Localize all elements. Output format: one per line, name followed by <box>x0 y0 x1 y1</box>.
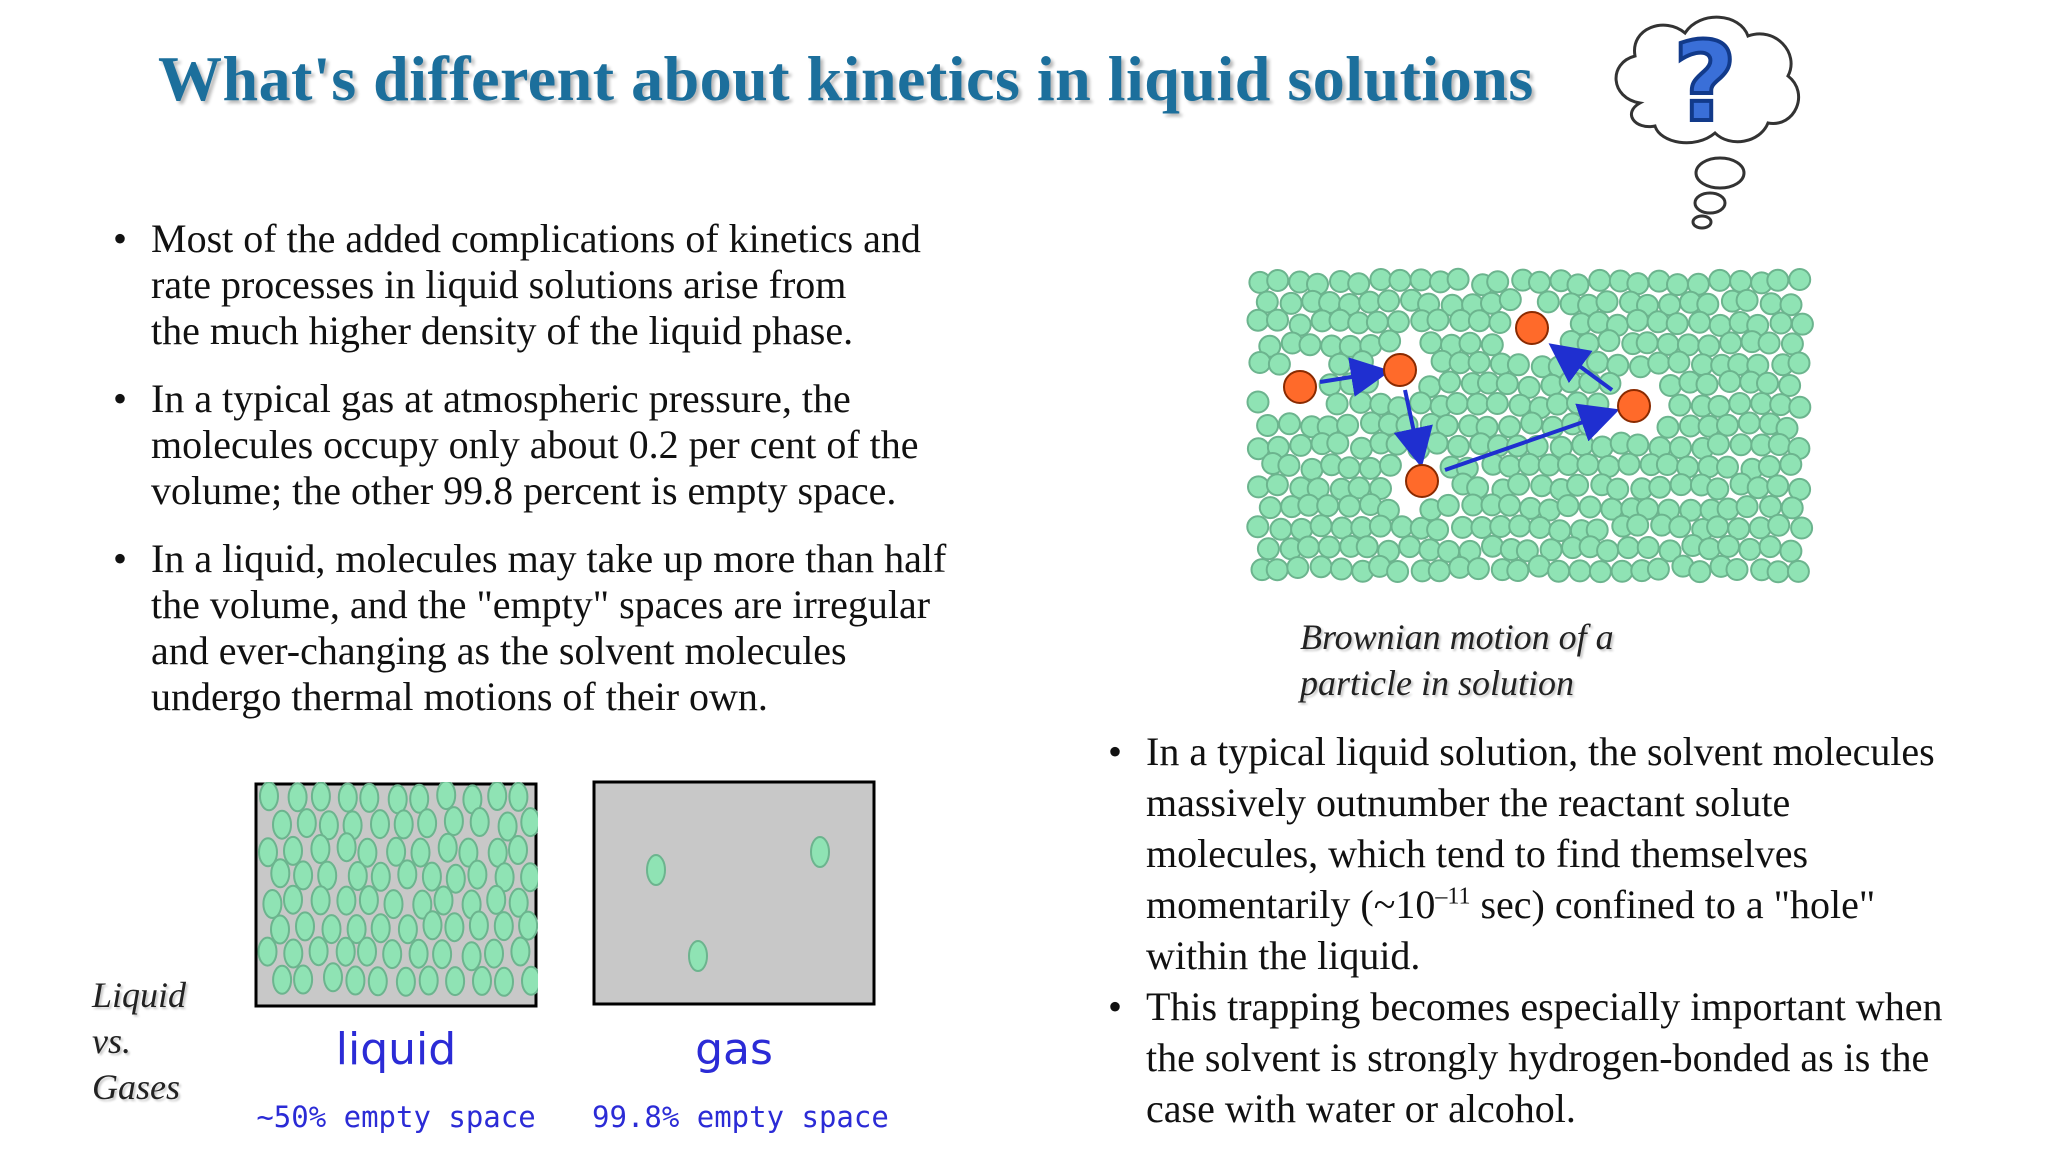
solvent-molecule <box>1759 456 1780 477</box>
right-bullet-list <box>1108 726 2043 1134</box>
solvent-molecule <box>1387 434 1408 455</box>
solvent-molecule <box>1657 454 1678 475</box>
liquid-molecule <box>271 916 289 944</box>
solvent-molecule <box>1569 560 1590 581</box>
solvent-molecule <box>1490 516 1511 537</box>
solvent-molecule <box>1667 313 1688 334</box>
solvent-molecule <box>1350 392 1371 413</box>
liquid-molecule <box>346 967 364 995</box>
solvent-molecule <box>1267 474 1288 495</box>
solvent-molecule <box>1339 457 1360 478</box>
solvent-molecule <box>1761 293 1782 314</box>
liquid-molecule <box>435 887 453 915</box>
liquid-molecule <box>298 809 316 837</box>
solvent-molecule <box>1367 312 1388 333</box>
solvent-molecule <box>1719 371 1740 392</box>
solvent-molecule <box>1791 518 1812 539</box>
solvent-molecule <box>1279 413 1300 434</box>
solvent-molecule <box>1529 556 1550 577</box>
solvent-molecule <box>1248 310 1269 331</box>
solvent-molecule <box>1249 352 1270 373</box>
bullet-marker: • <box>113 216 128 261</box>
solvent-molecule <box>1649 271 1670 292</box>
bullet-marker: • <box>1108 984 1123 1029</box>
gas-box-frame <box>594 782 874 1004</box>
liquid-molecule <box>296 912 314 940</box>
bullet-text: In a typical gas at atmospheric pressure, the molecules occupy only about 0.2 per cent of the volume; the other 99.8 percent is empty space. <box>151 376 919 513</box>
liquid-molecule <box>284 886 302 914</box>
list-item <box>113 376 1013 514</box>
liquid-molecule <box>473 967 491 995</box>
gas-molecule <box>811 837 829 867</box>
liquid-molecule <box>338 833 356 861</box>
solvent-molecule <box>1792 314 1813 335</box>
solvent-molecule <box>1587 394 1608 415</box>
liquid-molecule <box>260 782 278 810</box>
gas-molecule <box>689 941 707 971</box>
solvent-molecule <box>1531 475 1552 496</box>
liquid-molecule <box>311 835 329 863</box>
solvent-molecule <box>1327 433 1348 454</box>
brownian-caption: Brownian motion of a particle in solution <box>1300 617 1614 703</box>
solvent-molecule <box>1497 373 1518 394</box>
solvent-molecule <box>1757 373 1778 394</box>
liquid-molecule <box>337 887 355 915</box>
solvent-molecule <box>1767 270 1788 291</box>
solvent-molecule <box>1247 516 1268 537</box>
solvent-molecule <box>1529 517 1550 538</box>
solvent-molecule <box>1399 536 1420 557</box>
solvent-molecule <box>1499 495 1520 516</box>
solvent-molecule <box>1572 434 1593 455</box>
solvent-molecule <box>1508 354 1529 375</box>
solvent-molecule <box>1469 352 1490 373</box>
solvent-molecule <box>1319 537 1340 558</box>
bullet-marker: • <box>113 376 128 421</box>
solvent-molecule <box>1500 289 1521 310</box>
solvent-molecule <box>1327 393 1348 414</box>
liquid-molecule <box>439 834 457 862</box>
list-item <box>1108 726 2043 981</box>
solvent-molecule <box>1270 519 1291 540</box>
exponent: –11 <box>1435 883 1471 910</box>
solvent-molecule <box>1482 334 1503 355</box>
solvent-molecule <box>1462 495 1483 516</box>
solvent-molecule <box>1508 474 1529 495</box>
solvent-molecule <box>1770 394 1791 415</box>
solvent-molecule <box>1298 495 1319 516</box>
liquid-molecule <box>284 940 302 968</box>
liquid-molecule <box>519 912 537 940</box>
liquid-molecule <box>495 968 513 996</box>
solvent-molecule <box>1547 394 1568 415</box>
solvent-molecule <box>1598 330 1619 351</box>
solvent-molecule <box>1748 477 1769 498</box>
solvent-molecule <box>1627 310 1648 331</box>
liquid-molecule <box>259 938 277 966</box>
liquid-molecule <box>349 862 367 890</box>
bullet-marker: • <box>113 536 128 581</box>
solvent-molecule <box>1597 291 1618 312</box>
liquid-molecule <box>509 836 527 864</box>
liquid-molecule <box>284 837 302 865</box>
solvent-molecule <box>1370 516 1391 537</box>
brownian-motion-diagram <box>1240 262 1820 592</box>
solvent-molecule <box>1789 397 1810 418</box>
solvent-molecule <box>1267 310 1288 331</box>
solvent-molecule <box>1759 333 1780 354</box>
solvent-molecule <box>1331 559 1352 580</box>
liquid-molecule <box>372 863 390 891</box>
solvent-molecule <box>1460 333 1481 354</box>
solvent-molecule <box>1428 310 1449 331</box>
solvent-molecule <box>1568 274 1589 295</box>
solute-particle <box>1384 354 1416 386</box>
solvent-molecule <box>1709 270 1730 291</box>
solvent-molecule <box>1649 477 1670 498</box>
solvent-molecule <box>1489 312 1510 333</box>
solvent-molecule <box>1447 393 1468 414</box>
liquid-molecule <box>468 861 486 889</box>
solvent-molecule <box>1360 458 1381 479</box>
solvent-molecule <box>1258 538 1279 559</box>
solvent-molecule <box>1529 272 1550 293</box>
solvent-molecule <box>1737 496 1758 517</box>
solvent-molecule <box>1580 497 1601 518</box>
solvent-molecule <box>1597 540 1618 561</box>
solvent-molecule <box>1298 537 1319 558</box>
solvent-molecule <box>1739 539 1760 560</box>
solvent-molecule <box>1718 536 1739 557</box>
liquid-molecule <box>369 967 387 995</box>
solvent-molecule <box>1380 455 1401 476</box>
solute-particle <box>1516 312 1548 344</box>
gas-empty-space-label: 99.8% empty space <box>592 1100 889 1134</box>
solvent-molecule <box>1330 310 1351 331</box>
solvent-molecule <box>1708 434 1729 455</box>
solvent-molecule <box>1589 270 1610 291</box>
liquid-molecule <box>360 886 378 914</box>
liquid-molecule <box>424 911 442 939</box>
solvent-molecule <box>1587 352 1608 373</box>
solvent-molecule <box>1607 479 1628 500</box>
solvent-molecule <box>1521 413 1542 434</box>
solvent-molecule <box>1771 313 1792 334</box>
liquid-molecule <box>389 785 407 813</box>
liquid-molecule <box>521 808 538 836</box>
solvent-molecule <box>1359 292 1380 313</box>
bullet-text: Most of the added complications of kinetics and rate processes in liquid solutions arise from the much higher density of the liquid phase. <box>151 216 921 353</box>
liquid-molecule <box>397 968 415 996</box>
solvent-molecule <box>1707 516 1728 537</box>
solvent-molecule <box>1379 331 1400 352</box>
solvent-molecule <box>1717 415 1738 436</box>
solvent-molecule <box>1499 416 1520 437</box>
solvent-molecule <box>1789 353 1810 374</box>
solvent-molecule <box>1450 352 1471 373</box>
liquid-molecule <box>437 782 455 809</box>
solvent-molecule <box>1627 515 1648 536</box>
liquid-molecule <box>358 938 376 966</box>
solvent-molecule <box>1448 436 1469 457</box>
solvent-molecule <box>1267 559 1288 580</box>
liquid-molecule <box>399 915 417 943</box>
solvent-molecule <box>1720 332 1741 353</box>
liquid-molecule <box>273 966 291 994</box>
solvent-molecule <box>1669 516 1690 537</box>
solvent-molecule <box>1737 290 1758 311</box>
liquid-molecule <box>418 809 436 837</box>
svg-text:?: ? <box>1673 18 1737 146</box>
solvent-molecule <box>1618 537 1639 558</box>
liquid-vs-gases-label: Liquid vs. Gases <box>92 975 187 1107</box>
solute-particle <box>1406 465 1438 497</box>
solvent-molecule <box>1438 495 1459 516</box>
liquid-molecule <box>433 940 451 968</box>
liquid-empty-space-label: ~50% empty space <box>256 1100 536 1134</box>
solvent-molecule <box>1760 536 1781 557</box>
solvent-molecule <box>1348 273 1369 294</box>
liquid-molecule <box>383 940 401 968</box>
liquid-label: liquid <box>335 1024 457 1075</box>
solvent-molecule <box>1727 559 1748 580</box>
left-bullet-list <box>113 216 1013 742</box>
list-item <box>113 216 1013 354</box>
liquid-molecule <box>423 863 441 891</box>
liquid-molecule <box>511 938 529 966</box>
solvent-molecule <box>1427 519 1448 540</box>
liquid-molecule <box>487 886 505 914</box>
solvent-molecule <box>1357 536 1378 557</box>
solvent-molecule <box>1260 497 1281 518</box>
solvent-molecule <box>1638 537 1659 558</box>
bullet-marker: • <box>1108 729 1123 774</box>
liquid-molecule <box>395 810 413 838</box>
solvent-molecule <box>1729 393 1750 414</box>
liquid-molecule <box>310 937 328 965</box>
liquid-molecule <box>339 784 357 812</box>
solvent-molecule <box>1548 561 1569 582</box>
solvent-molecule <box>1507 560 1528 581</box>
solvent-molecule <box>1351 438 1372 459</box>
solvent-molecule <box>1731 434 1752 455</box>
liquid-molecule <box>410 940 428 968</box>
liquid-molecule <box>420 967 438 995</box>
solvent-molecule <box>1637 332 1658 353</box>
solvent-molecule <box>1329 354 1350 375</box>
liquid-molecule <box>312 886 330 914</box>
solute-particle <box>1284 371 1316 403</box>
solvent-molecule <box>1619 454 1640 475</box>
liquid-molecule <box>337 938 355 966</box>
solvent-molecule <box>1669 395 1690 416</box>
solvent-molecule <box>1707 478 1728 499</box>
solvent-molecule <box>1378 290 1399 311</box>
solute-particle <box>1618 390 1650 422</box>
solvent-molecule <box>1782 497 1803 518</box>
solvent-molecule <box>1248 392 1269 413</box>
solvent-molecule <box>1370 269 1391 290</box>
bullet-text: In a typical liquid solution, the solvent molecules massively outnumber the reactant solute molecules, which tend to find themselves momentarily ($\sim 10^{-11}$ sec) confined to a "hole" within the liquid. <box>1146 729 1935 978</box>
solvent-molecule <box>1739 413 1760 434</box>
solvent-molecule <box>1411 269 1432 290</box>
solvent-molecule <box>1287 557 1308 578</box>
solvent-molecule <box>1779 375 1800 396</box>
liquid-molecule <box>289 783 307 811</box>
solvent-molecule <box>1648 559 1669 580</box>
liquid-molecule <box>324 963 342 991</box>
slide-title: What's different about kinetics in liquid solutions <box>158 43 1534 114</box>
liquid-molecule <box>495 912 513 940</box>
liquid-molecule <box>318 862 336 890</box>
liquid-molecule <box>463 942 481 970</box>
liquid-molecule <box>521 863 538 891</box>
gas-molecule <box>647 855 665 885</box>
liquid-molecule <box>470 912 488 940</box>
liquid-molecule <box>372 914 390 942</box>
solvent-molecule <box>1539 455 1560 476</box>
solvent-molecule <box>1317 495 1338 516</box>
solvent-molecule <box>1689 312 1710 333</box>
solvent-molecule <box>1567 392 1588 413</box>
solvent-molecule <box>1278 455 1299 476</box>
solvent-molecule <box>1627 435 1648 456</box>
solvent-molecule <box>1302 459 1323 480</box>
solvent-molecule <box>1558 454 1579 475</box>
solvent-molecule <box>1780 541 1801 562</box>
solvent-molecule <box>1769 434 1790 455</box>
solvent-molecule <box>1660 375 1681 396</box>
solvent-molecule <box>1427 433 1448 454</box>
liquid-molecule <box>323 915 341 943</box>
solvent-molecule <box>1311 515 1332 536</box>
solvent-molecule <box>1388 311 1409 332</box>
liquid-molecule <box>445 807 463 835</box>
solvent-molecule <box>1560 371 1581 392</box>
solvent-molecule <box>1538 291 1559 312</box>
solvent-molecule <box>1577 454 1598 475</box>
solvent-molecule <box>1590 561 1611 582</box>
solvent-molecule <box>1311 556 1332 577</box>
solvent-molecule <box>1420 332 1441 353</box>
liquid-molecule <box>263 890 281 918</box>
liquid-molecule <box>271 859 289 887</box>
liquid-molecule <box>446 967 464 995</box>
solvent-molecule <box>1768 515 1789 536</box>
solvent-molecule <box>1248 476 1269 497</box>
solvent-molecule <box>1648 311 1669 332</box>
solvent-molecule <box>1730 271 1751 292</box>
solvent-molecule <box>1789 269 1810 290</box>
solvent-molecule <box>1469 310 1490 331</box>
liquid-molecule <box>312 783 330 811</box>
liquid-molecule <box>294 861 312 889</box>
liquid-molecule <box>522 967 538 995</box>
solvent-molecule <box>1387 561 1408 582</box>
solvent-molecule <box>1668 352 1689 373</box>
liquid-molecule <box>488 782 506 810</box>
solvent-molecule <box>1782 333 1803 354</box>
liquid-molecule <box>412 839 430 867</box>
solvent-molecule <box>1267 270 1288 291</box>
solvent-molecule <box>1257 415 1278 436</box>
solvent-molecule <box>1468 558 1489 579</box>
liquid-molecules-box <box>254 782 538 1008</box>
gas-label: gas <box>695 1024 773 1075</box>
solvent-molecule <box>1352 351 1373 372</box>
solvent-molecule <box>1689 561 1710 582</box>
solvent-molecule <box>1339 496 1360 517</box>
solvent-molecule <box>1448 269 1469 290</box>
question-cloud-icon <box>1600 8 1810 230</box>
list-item <box>1108 981 2043 1134</box>
solvent-molecule <box>1487 393 1508 414</box>
liquid-molecule <box>471 808 489 836</box>
solvent-molecule <box>1768 561 1789 582</box>
solvent-molecule <box>1658 417 1679 438</box>
solvent-molecule <box>1452 517 1473 538</box>
solvent-molecule <box>1410 392 1431 413</box>
solvent-molecule <box>1667 274 1688 295</box>
solvent-molecule <box>1519 454 1540 475</box>
solvent-molecule <box>1482 536 1503 557</box>
solvent-molecule <box>1567 475 1588 496</box>
liquid-molecule <box>445 913 463 941</box>
solvent-molecule <box>1509 516 1530 537</box>
solvent-molecule <box>1592 437 1613 458</box>
liquid-molecule <box>273 811 291 839</box>
solvent-molecule <box>1390 270 1411 291</box>
solvent-molecule <box>1439 372 1460 393</box>
bullet-text: This trapping becomes especially important when the solvent is strongly hydrogen-bonded as is the case with water or alcohol. <box>1146 984 1943 1131</box>
solvent-molecule <box>1429 560 1450 581</box>
solvent-molecule <box>1697 374 1718 395</box>
solvent-molecule <box>1612 561 1633 582</box>
solvent-molecule <box>1467 394 1488 415</box>
liquid-molecule <box>509 783 527 811</box>
bullet-text: In a liquid, molecules may take up more than half the volume, and the "empty" spaces are irregular and ever-changing as the solvent molecules undergo thermal motions of their own. <box>151 536 947 719</box>
list-item <box>113 536 1013 720</box>
solvent-molecule <box>1392 516 1413 537</box>
solvent-molecule <box>1767 475 1788 496</box>
liquid-molecule <box>398 860 416 888</box>
solvent-molecule <box>1558 495 1579 516</box>
solvent-molecule <box>1648 353 1669 374</box>
liquid-molecule <box>385 890 403 918</box>
solvent-molecule <box>1751 393 1772 414</box>
solvent-molecule <box>1269 354 1290 375</box>
gas-molecules-box <box>592 780 876 1006</box>
solvent-molecule <box>1780 454 1801 475</box>
liquid-molecule <box>371 810 389 838</box>
solvent-molecule <box>1300 334 1321 355</box>
liquid-molecule <box>294 966 312 994</box>
solvent-molecule <box>1487 271 1508 292</box>
solvent-molecule <box>1290 435 1311 456</box>
liquid-molecule <box>485 940 503 968</box>
liquid-molecule <box>360 784 378 812</box>
solvent-molecule <box>1788 561 1809 582</box>
solvent-molecule <box>1671 474 1692 495</box>
